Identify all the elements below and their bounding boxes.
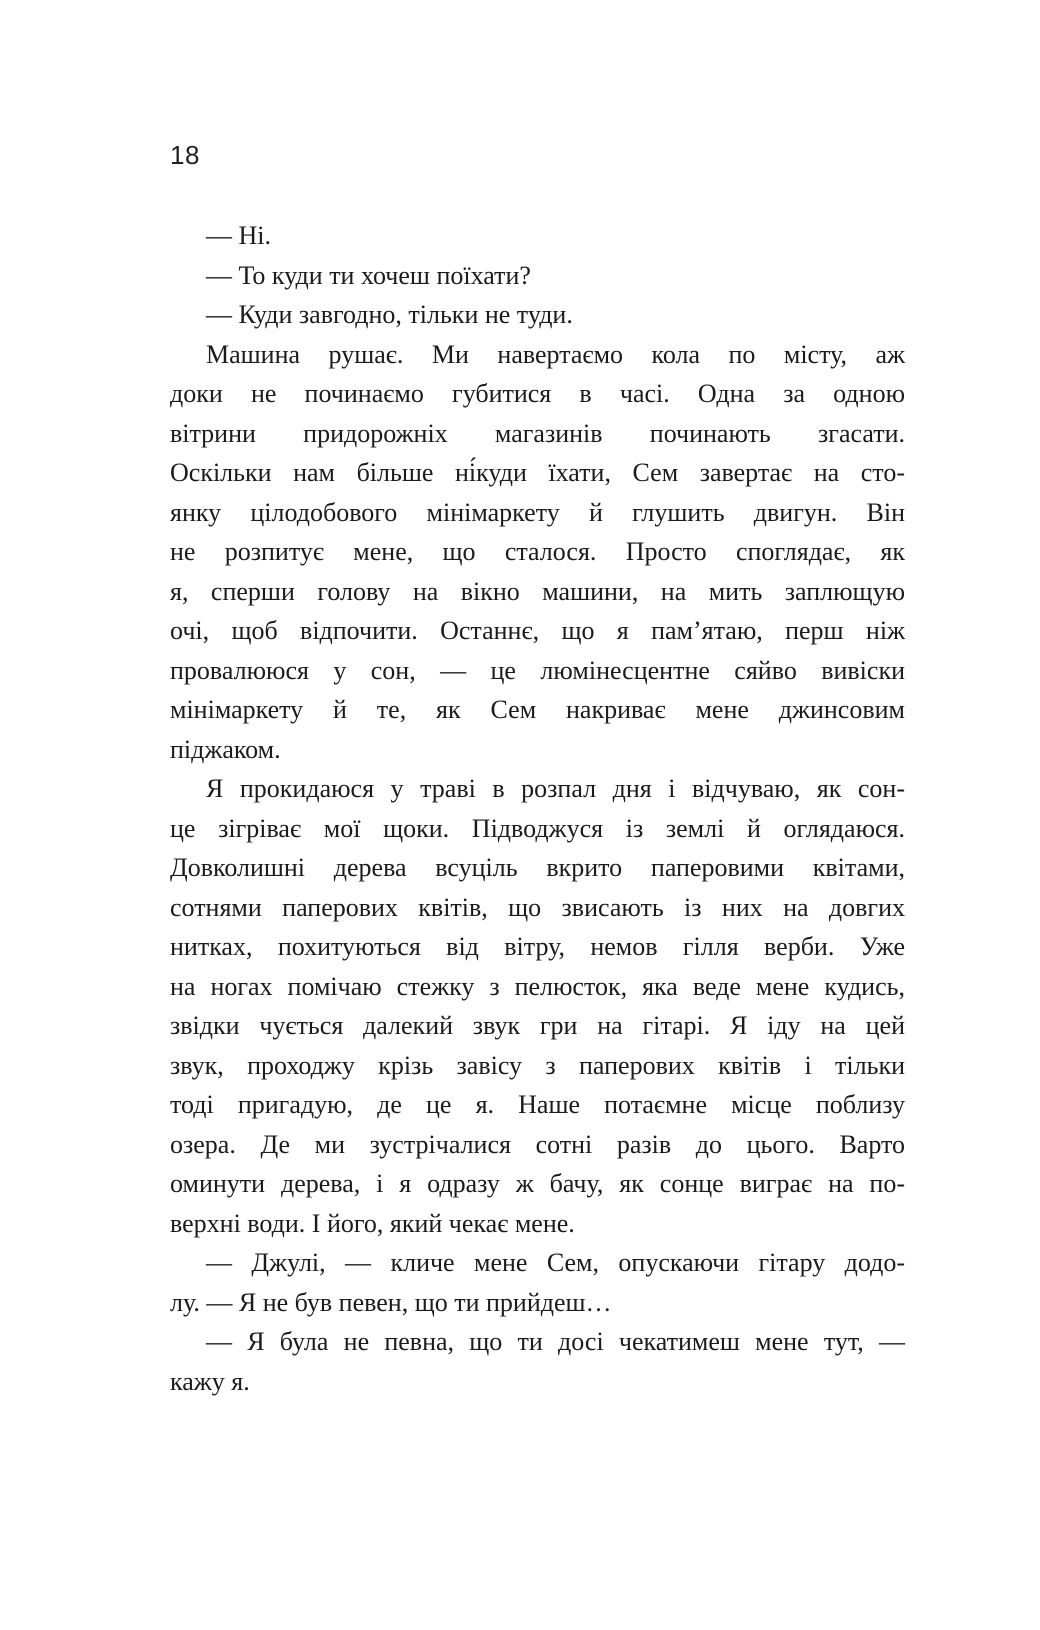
text-line: звідки чується далекий звук гри на гітарі. Я іду на цей (170, 1011, 905, 1040)
text-line: Я прокидаюся у траві в розпал дня і відчуваю, як сон- (206, 774, 905, 803)
text-line: я, сперши голову на вікно машини, на мить заплющую (170, 576, 905, 606)
text-line: не розпитує мене, що сталося. Просто споглядає, як (170, 537, 905, 566)
text-line: оминути дерева, і я одразу ж бачу, як сонце виграє на по- (170, 1169, 905, 1198)
text-line: Оскільки нам більше ні́куди їхати, Сем завертає на сто- (170, 458, 905, 487)
text-line: на ногах помічаю стежку з пелюсток, яка веде мене кудись, (170, 971, 905, 1001)
text-line: мінімаркету й те, як Сем накриває мене джинсовим (170, 695, 905, 724)
text-line: вітрини придорожніх магазинів починають згасати. (170, 418, 905, 448)
dialogue-line: — Я була не певна, що ти досі чекатимеш мене тут, — (206, 1327, 905, 1356)
dialogue-line: — Куди завгодно, тільки не туди. (206, 300, 573, 329)
dialogue-line: — Ні. (206, 221, 271, 250)
text-line: янку цілодобового мінімаркету й глушить двигун. Він (170, 497, 905, 527)
text-line: Машина рушає. Ми навертаємо кола по місту, аж (206, 339, 905, 369)
dialogue-line: — То куди ти хочеш поїхати? (206, 260, 531, 290)
text-line: провалююся у сон, — це люмінесцентне сяйво вивіски (170, 655, 905, 685)
page-number: 18 (170, 140, 200, 170)
dialogue-line: — Джулі, — кличе мене Сем, опускаючи гітару додо- (206, 1248, 905, 1277)
text-line: звук, проходжу крізь завісу з паперових квітів і тільки (170, 1050, 905, 1080)
text-line: очі, щоб відпочити. Останнє, що я пам’ятаю, перш ніж (170, 616, 905, 645)
text-line: озера. Де ми зустрічалися сотні разів до цього. Варто (170, 1129, 905, 1159)
text-line: доки не починаємо губитися в часі. Одна за одною (170, 379, 905, 408)
text-line: тоді пригадую, де це я. Наше потаємне місце поблизу (170, 1090, 905, 1119)
text-line: верхні води. І його, який чекає мене. (170, 1208, 575, 1238)
text-line: Довколишні дерева всуціль вкрито паперовими квітами, (170, 853, 905, 882)
text-line: нитках, похитуються від вітру, немов гілля верби. Уже (170, 932, 905, 961)
text-line: сотнями паперових квітів, що звисають із них на довгих (170, 892, 905, 922)
text-block (170, 216, 905, 1401)
dialogue-line: кажу я. (170, 1366, 250, 1396)
text-line: це зігріває мої щоки. Підводжуся із землі й оглядаюся. (170, 813, 905, 843)
dialogue-line: лу. — Я не був певен, що ти прийдеш… (170, 1287, 612, 1317)
text-line: піджаком. (170, 734, 281, 764)
